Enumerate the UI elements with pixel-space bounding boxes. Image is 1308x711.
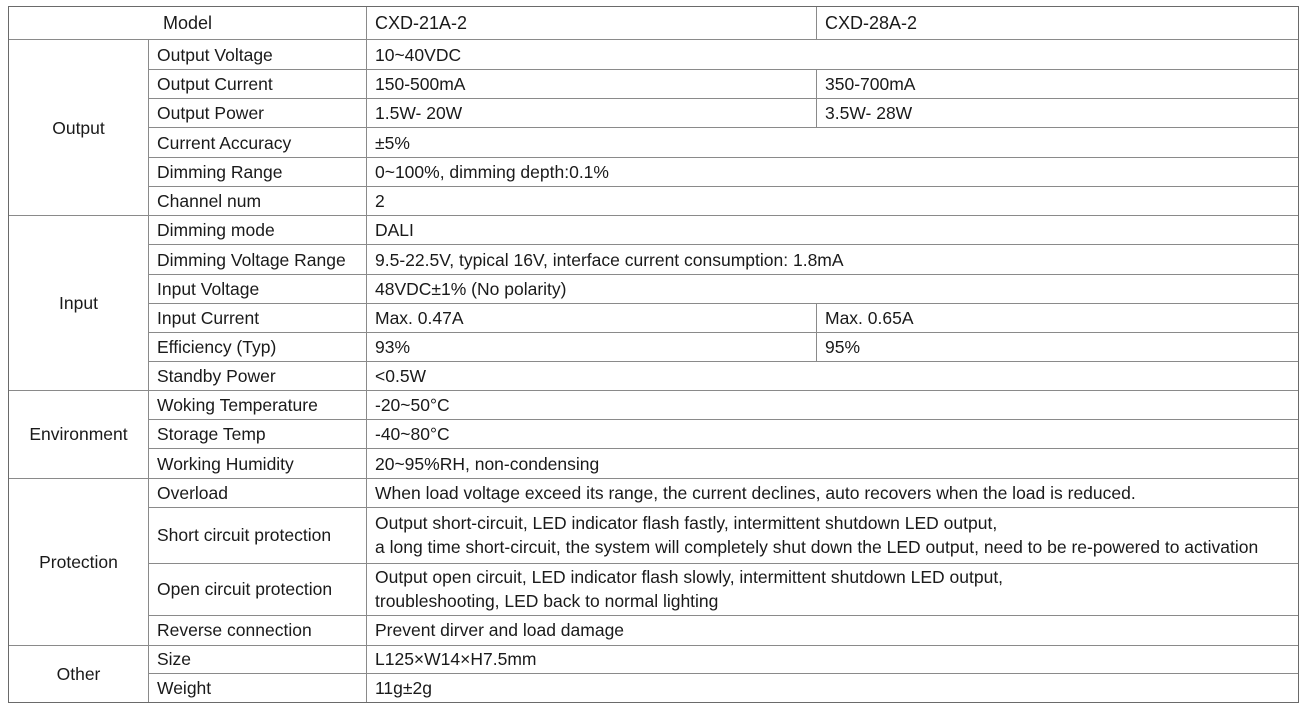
row-label: Dimming Voltage Range [149,245,367,275]
table-row [9,673,1299,702]
model-cxd-28a-2: CXD-28A-2 [817,7,1299,40]
group-output: Output [9,40,149,216]
row-value: 9.5-22.5V, typical 16V, interface current consumption: 1.8mA [367,245,1299,275]
row-value-a: 93% [367,333,817,362]
table-row [9,507,1299,563]
row-label: Reverse connection [149,615,367,645]
row-value: 10~40VDC [367,40,1299,70]
row-value-a: Max. 0.47A [367,304,817,333]
model-label: Model [9,7,367,40]
table-row [9,304,1299,333]
table-row [9,449,1299,478]
row-value: DALI [367,216,1299,245]
row-value: -20~50°C [367,391,1299,420]
row-label: Input Voltage [149,275,367,304]
row-value-b: 95% [817,333,1299,362]
row-label: Current Accuracy [149,128,367,158]
row-value: 0~100%, dimming depth:0.1% [367,158,1299,187]
row-label: Output Current [149,70,367,99]
row-label: Output Voltage [149,40,367,70]
row-value: 48VDC±1% (No polarity) [367,275,1299,304]
spec-table [8,6,1299,703]
table-row [9,333,1299,362]
group-protection: Protection [9,478,149,645]
header-row [9,7,1299,40]
row-value-b: 3.5W- 28W [817,99,1299,128]
table-row [9,645,1299,673]
table-row [9,40,1299,70]
row-label: Channel num [149,187,367,216]
row-label: Open circuit protection [149,563,367,615]
table-row [9,391,1299,420]
table-row [9,216,1299,245]
model-cxd-21a-2: CXD-21A-2 [367,7,817,40]
row-label: Overload [149,478,367,507]
row-value-b: Max. 0.65A [817,304,1299,333]
table-row [9,245,1299,275]
row-label: Working Humidity [149,449,367,478]
row-label: Efficiency (Typ) [149,333,367,362]
row-label: Weight [149,673,367,702]
table-row [9,615,1299,645]
row-label: Woking Temperature [149,391,367,420]
row-value [367,563,1299,615]
table-row [9,187,1299,216]
row-label: Short circuit protection [149,507,367,563]
table-row [9,420,1299,449]
row-label: Dimming mode [149,216,367,245]
table-row [9,128,1299,158]
table-row [9,70,1299,99]
table-row [9,563,1299,615]
value-line: Output open circuit, LED indicator flash slowly, intermittent shutdown LED output, [375,567,1004,588]
group-other: Other [9,645,149,702]
row-label: Storage Temp [149,420,367,449]
row-value: ±5% [367,128,1299,158]
row-label: Output Power [149,99,367,128]
row-value: Prevent dirver and load damage [367,615,1299,645]
row-label: Size [149,645,367,673]
value-line: troubleshooting, LED back to normal lighting [375,591,719,612]
table-row [9,362,1299,391]
row-label: Dimming Range [149,158,367,187]
row-value: 2 [367,187,1299,216]
row-label: Input Current [149,304,367,333]
row-value-b: 350-700mA [817,70,1299,99]
table-row [9,478,1299,507]
row-value: When load voltage exceed its range, the current declines, auto recovers when the load is reduced. [367,478,1299,507]
row-value: -40~80°C [367,420,1299,449]
row-value: <0.5W [367,362,1299,391]
row-value [367,507,1299,563]
group-environment: Environment [9,391,149,478]
row-value-a: 150-500mA [367,70,817,99]
group-input: Input [9,216,149,391]
value-line: Output short-circuit, LED indicator flash fastly, intermittent shutdown LED output, [375,513,998,534]
row-value: L125×W14×H7.5mm [367,645,1299,673]
row-value: 11g±2g [367,673,1299,702]
row-label: Standby Power [149,362,367,391]
row-value: 20~95%RH, non-condensing [367,449,1299,478]
table-row [9,99,1299,128]
row-value-a: 1.5W- 20W [367,99,817,128]
table-row [9,275,1299,304]
table-row [9,158,1299,187]
value-line: a long time short-circuit, the system will completely shut down the LED output, need to be re-powered to activation [375,537,1259,558]
